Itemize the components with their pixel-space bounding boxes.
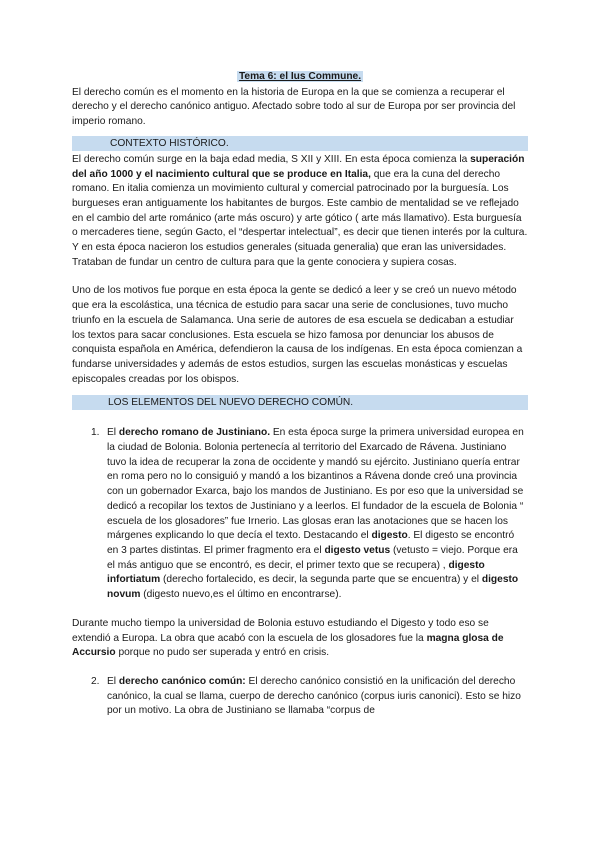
bold-run: derecho romano de Justiniano. (118, 427, 271, 439)
text-run: . El digesto se encontró en 3 partes distintas. El primer fragmento era el (107, 530, 515, 556)
bold-run: digesto novum (107, 574, 519, 601)
contexto-paragraph-2: Uno de los motivos fue porque en esta época la gente se dedicó a leer y se creó un nuevo método que era la escolástica, una técnica de estudio para sacar una serie de conclusiones, tuvo mucho triunfo en la escuela de Salamanca. Una serie de autores de esa escuela se dedicaban a estudiar los textos para sacar conclusiones. Esta escuela se hizo famosa por denunciar los abusos de conquista española en América, defendieron la causa de los indígenas. En esta época comienzan a fundarse universidades y además de estos estudios, surgen las escuelas monásticas y escuelas episcopales creadas por los obispos. (72, 285, 523, 385)
text-run: (digesto nuevo,es el último en encontrarse). (140, 589, 342, 601)
document-body (72, 70, 528, 719)
section-heading-contexto-text: CONTEXTO HISTÓRICO. (110, 137, 229, 149)
list-item (72, 675, 528, 719)
text-run: (vetusto = viejo. Porque era el más antiguo que se encontró, es decir, el primer texto que se recupera) , (107, 544, 518, 571)
bold-run: magna glosa de Accursio (72, 632, 504, 659)
intro-paragraph: El derecho común es el momento en la historia de Europa en la que se comienza a recuperar el derecho y el derecho canónico antiguo. Afectado sobre todo al sur de Europa por ser provincia del imperio romano. (72, 86, 516, 128)
bold-run: superación del año 1000 y el nacimiento cultural que se produce en Italia, (72, 153, 525, 180)
bold-run: derecho canónico común: (118, 675, 246, 687)
text-run: El derecho canónico consistió en la unificación del derecho canónico, la cual se llama, cuerpo de derecho canónico (corpus iuris canonici). Esto se hizo por un motivo. La obra de Justiniano se llamaba “corpus de (107, 675, 521, 717)
document-title: Tema 6: el Ius Commune. (238, 71, 362, 82)
text-run: (derecho fortalecido, es decir, la segunda parte que se encuentra) y el (160, 574, 482, 586)
paragraph-gap (72, 661, 528, 675)
text-run: En esta época surge la primera universidad europea en la ciudad de Bolonia. Bolonia pertenecía al territorio del Exarcado de Rávena. Justiniano tuvo la idea de recuperar la zona de occidente y mandó su ejército. Justiniano quería entrar en roma pero no lo consiguió y mandó a los bizantinos a Rávena donde creó una provincia con un gobernador Exarca, bajo los mandos de Justiniano. Es por eso que la universidad se dedicó a recopilar los textos de Justiniano y a leerlos. El fundador de la escuela de Bolonia “ escuela de los glosadores” fue Irnerio. Las glosas eran las anotaciones que se hacen los márgenes explicando lo que decía el texto. Destacando el (107, 427, 524, 542)
text-run: que era la cuna del derecho romano. En italia comienza un movimiento cultural y comercial patrocinado por la burguesía. Los burgueses eran antiguamente los habitantes de burgos. Este cambio de mentalidad se ve reflejado en el cambio del arte románico (arte más oscuro) y arte gótico ( arte más llamativo). Esta burguesía o mercaderes tiene, según Gacto, el “despertar intelectual”, es decir que tienen interés por la cultura. Y en esta época nacieron los estudios generales (situada generalia) que eran las universidades. Trataban de fundar un centro de cultura para que la gente conociera y supiera cosas. (72, 168, 528, 268)
contexto-paragraph-1 (72, 153, 528, 271)
section-heading-elementos-text: LOS ELEMENTOS DEL NUEVO DERECHO COMÚN. (108, 397, 354, 409)
elements-list (72, 426, 528, 602)
bold-run: digesto infortiatum (107, 559, 485, 586)
bold-run: digesto vetus (324, 544, 391, 556)
list-number: 1. (91, 427, 100, 439)
elements-list-continued (72, 675, 528, 719)
paragraph-gap (72, 270, 528, 284)
paragraph-gap (72, 603, 528, 617)
bolonia-paragraph (72, 617, 528, 661)
text-run: El (107, 675, 119, 687)
text-run: El (107, 427, 119, 439)
text-run: Durante mucho tiempo la universidad de Bolonia estuvo estudiando el Digesto y todo eso se extendió a Europa. La obra que acabó con la escuela de los glosadores fue la (72, 617, 489, 644)
bold-run: digesto (371, 530, 408, 542)
text-run: El derecho común surge en la baja edad media, S XII y XIII. En esta época comienza la (72, 153, 471, 165)
text-run: porque no pudo ser superada y entró en crisis. (115, 647, 330, 659)
section-heading-elementos (72, 395, 528, 410)
list-number: 2. (91, 675, 100, 687)
list-item (72, 426, 528, 602)
paragraph-gap (72, 412, 528, 426)
section-heading-contexto (72, 136, 528, 151)
title-line (72, 70, 528, 85)
